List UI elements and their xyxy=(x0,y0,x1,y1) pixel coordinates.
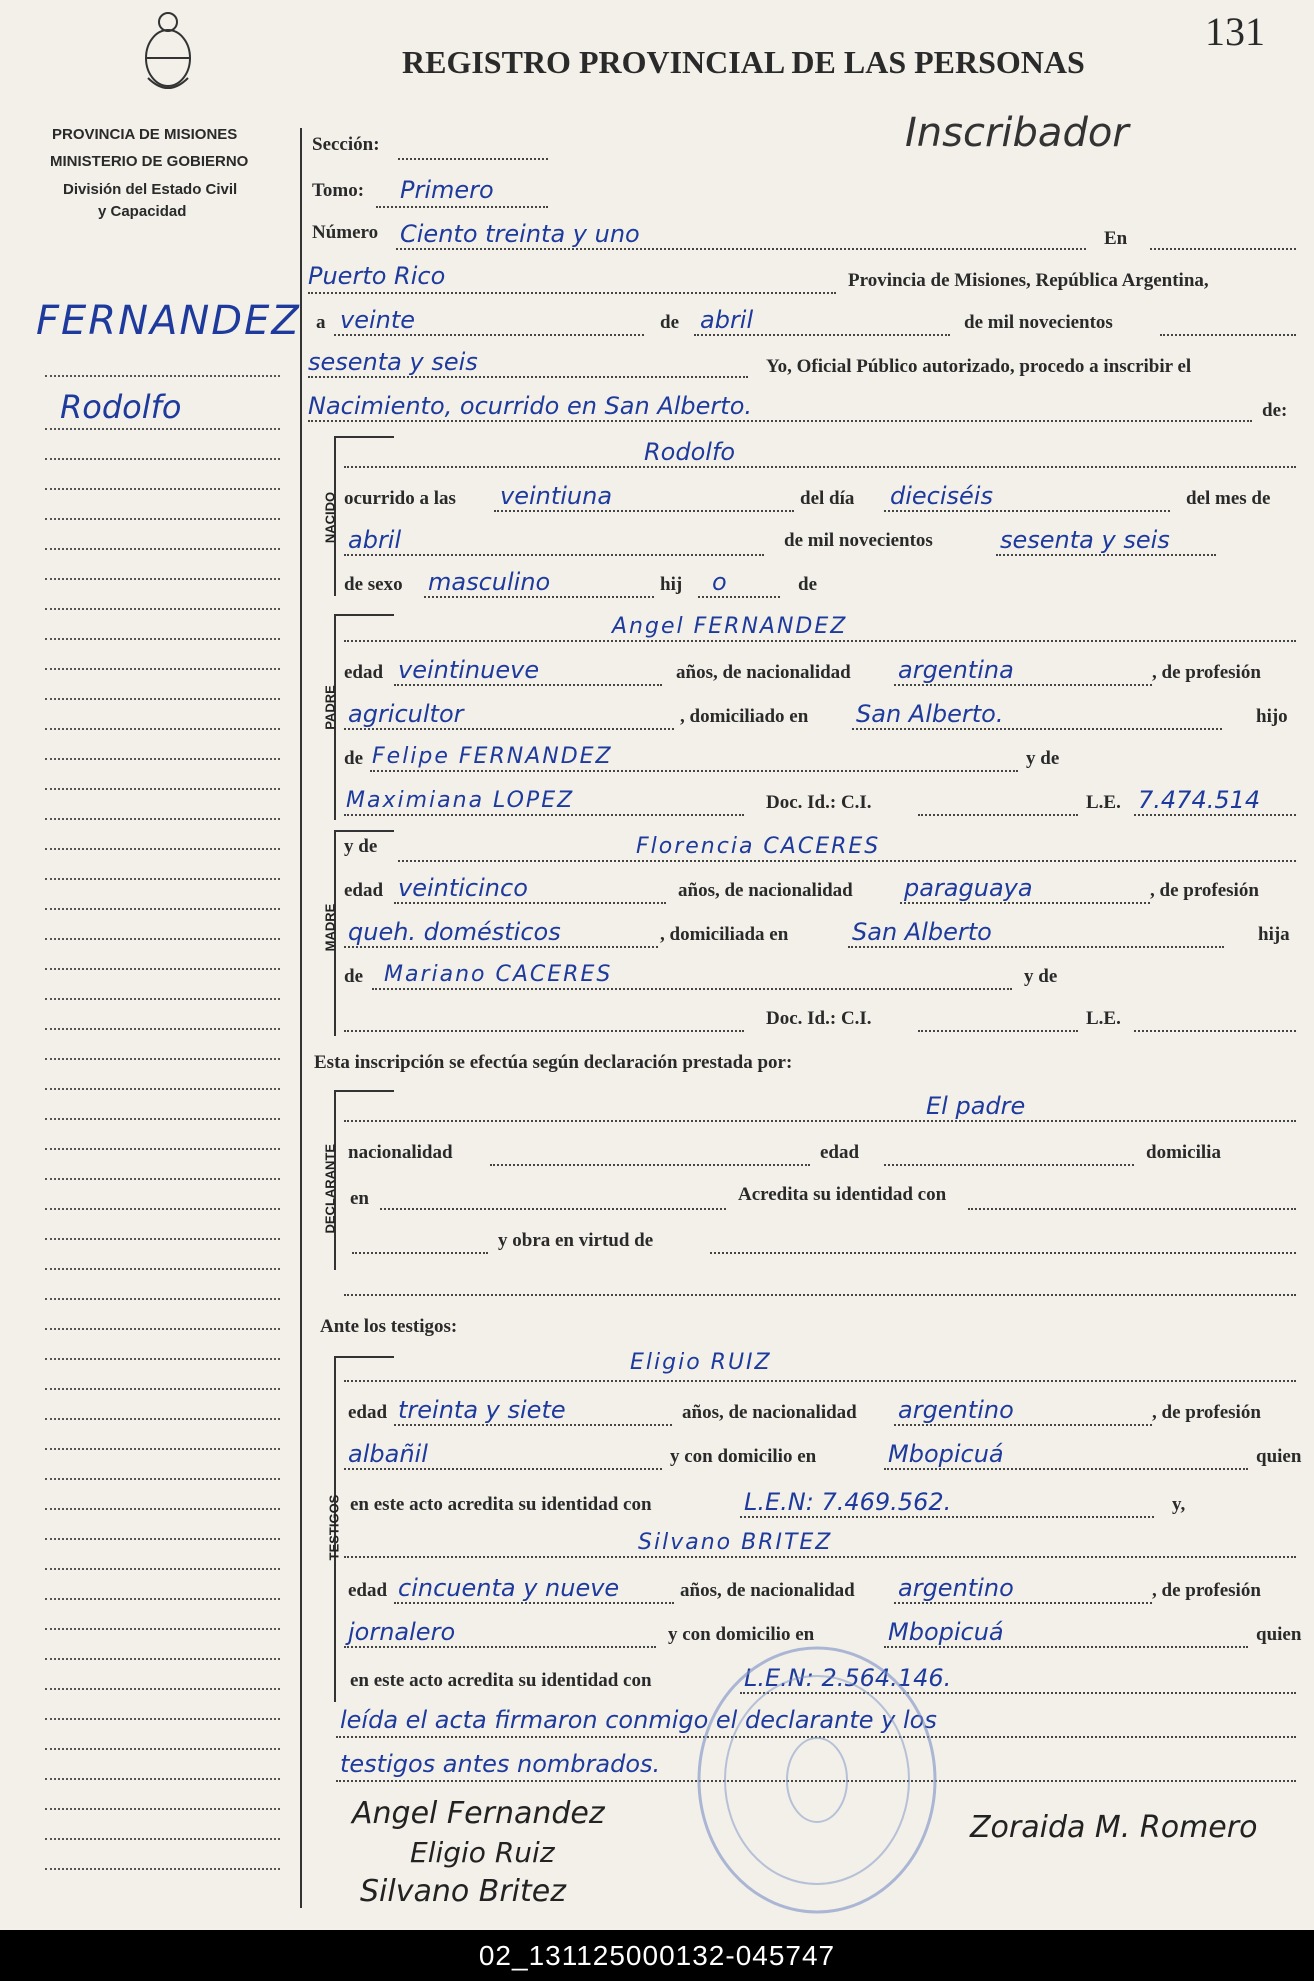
declarante-intro: Esta inscripción se efectúa según declaración prestada por: xyxy=(314,1052,793,1073)
de2-label: de: xyxy=(1262,400,1288,421)
nacido-year-value: sesenta y seis xyxy=(1000,526,1170,554)
seccion-label: Sección: xyxy=(312,134,380,155)
w2-nat-value: argentino xyxy=(898,1574,1014,1602)
w1-id-value: L.E.N: 7.469.562. xyxy=(744,1488,952,1516)
month-value: abril xyxy=(700,306,754,334)
division-label-2: y Capacidad xyxy=(98,203,187,220)
witness1-name: Eligio RUIZ xyxy=(630,1350,772,1375)
division-label: División del Estado Civil xyxy=(63,181,238,198)
oficial-label: Yo, Oficial Público autorizado, procedo a inscribir el xyxy=(766,356,1192,377)
en-label: En xyxy=(1104,228,1128,249)
declarante-section-label: DECLARANTE xyxy=(322,1143,338,1234)
w2-age-value: cincuenta y nueve xyxy=(398,1574,620,1602)
w1-nat-value: argentino xyxy=(898,1396,1014,1424)
province-label: PROVINCIA DE MISIONES xyxy=(52,126,238,143)
declarante-obra-label: y obra en virtud de xyxy=(498,1230,654,1251)
declarante-en-label: en xyxy=(350,1188,369,1209)
official-seal-icon xyxy=(692,1640,942,1920)
ocurrido-label: ocurrido a las xyxy=(344,488,456,509)
padre-domicile-value: San Alberto. xyxy=(856,700,1004,728)
w2-acredita-label: en este acto acredita su identidad con xyxy=(350,1670,652,1691)
closing-line-2: testigos antes nombrados. xyxy=(340,1750,661,1778)
madre-profession-value: queh. domésticos xyxy=(348,918,561,946)
padre-dom-label: , domiciliado en xyxy=(680,706,809,727)
footer-id-bar: 02_131125000132-045747 xyxy=(0,1930,1314,1981)
nacido-de-label: de xyxy=(798,574,817,595)
w1-dom-value: Mbopicuá xyxy=(888,1440,1004,1468)
padre-y-de-label: y de xyxy=(1026,748,1060,769)
w2-quien-label: quien xyxy=(1256,1624,1302,1645)
w1-prof-label: , de profesión xyxy=(1152,1402,1261,1423)
padre-nationality-value: argentina xyxy=(898,656,1014,684)
padre-prof-label: , de profesión xyxy=(1152,662,1261,683)
signature-official: Zoraida M. Romero xyxy=(970,1810,1258,1845)
nacido-section-label: NACIDO xyxy=(322,491,338,544)
w2-prof-value: jornalero xyxy=(348,1618,456,1646)
coat-of-arms-icon xyxy=(138,8,198,94)
mil-label: de mil novecientos xyxy=(964,312,1113,333)
w2-dom-value: Mbopicuá xyxy=(888,1618,1004,1646)
del-dia-label: del día xyxy=(800,488,855,509)
year-value: sesenta y seis xyxy=(308,348,478,376)
declarante-nac-label: nacionalidad xyxy=(348,1142,453,1163)
madre-nac-label: años, de nacionalidad xyxy=(678,880,853,901)
nacido-name: Rodolfo xyxy=(644,438,736,466)
province-label-main: Provincia de Misiones, República Argentina, xyxy=(848,270,1209,291)
ministry-label: MINISTERIO DE GOBIERNO xyxy=(50,153,249,170)
de-label: de xyxy=(660,312,679,333)
document-title: REGISTRO PROVINCIAL DE LAS PERSONAS xyxy=(402,44,1085,80)
w1-quien-label: quien xyxy=(1256,1446,1302,1467)
padre-mother-value: Maximiana LOPEZ xyxy=(346,788,575,813)
madre-y-de2-label: y de xyxy=(1024,966,1058,987)
padre-hijo-label: hijo xyxy=(1256,706,1288,727)
witness2-name: Silvano BRITEZ xyxy=(638,1530,833,1555)
padre-section-label: PADRE xyxy=(322,685,338,730)
act-value: Nacimiento, ocurrido en San Alberto. xyxy=(308,392,752,420)
declarante-edad-label: edad xyxy=(820,1142,860,1163)
w2-nac-label: años, de nacionalidad xyxy=(680,1580,855,1601)
numero-value: Ciento treinta y uno xyxy=(400,220,640,248)
signature-witness-1: Eligio Ruiz xyxy=(410,1836,555,1869)
w2-edad-label: edad xyxy=(348,1580,388,1601)
padre-edad-label: edad xyxy=(344,662,384,683)
margin-surname: FERNANDEZ xyxy=(36,298,301,344)
madre-hija-label: hija xyxy=(1258,924,1290,945)
w1-edad-label: edad xyxy=(348,1402,388,1423)
w2-dom-label: y con domicilio en xyxy=(668,1624,815,1645)
declarante-name: El padre xyxy=(926,1092,1026,1120)
signature-witness-2: Silvano Britez xyxy=(360,1874,566,1909)
sexo-label: de sexo xyxy=(344,574,403,595)
padre-doc-label: Doc. Id.: C.I. xyxy=(766,792,872,813)
page-number: 131 xyxy=(1205,9,1265,54)
madre-prof-label: , de profesión xyxy=(1150,880,1259,901)
a-label: a xyxy=(316,312,326,333)
padre-nac-label: años, de nacionalidad xyxy=(676,662,851,683)
madre-y-de-label: y de xyxy=(344,836,378,857)
closing-line-1: leída el acta firmaron conmigo el declarante y los xyxy=(340,1706,937,1734)
w1-acredita-label: en este acto acredita su identidad con xyxy=(350,1494,652,1515)
madre-nationality-value: paraguaya xyxy=(904,874,1033,902)
padre-name: Angel FERNANDEZ xyxy=(612,614,848,639)
padre-age-value: veintinueve xyxy=(398,656,540,684)
madre-de-label: de xyxy=(344,966,363,987)
padre-de-label: de xyxy=(344,748,363,769)
nacido-month-value: abril xyxy=(348,526,402,554)
padre-le-value: 7.474.514 xyxy=(1138,786,1261,814)
del-mes-label: del mes de xyxy=(1186,488,1271,509)
madre-age-value: veinticinco xyxy=(398,874,528,902)
sex-value: masculino xyxy=(428,568,551,596)
w1-y-label: y, xyxy=(1172,1494,1186,1515)
tomo-label: Tomo: xyxy=(312,180,365,201)
testigos-section-label: TESTIGOS xyxy=(326,1494,342,1561)
margin-given-name: Rodolfo xyxy=(60,388,182,426)
signature-declarante: Angel Fernandez xyxy=(352,1796,605,1831)
padre-father-value: Felipe FERNANDEZ xyxy=(372,744,613,769)
nacido-mil-label: de mil novecientos xyxy=(784,530,933,551)
madre-domicile-value: San Alberto xyxy=(852,918,992,946)
hij-label: hij xyxy=(660,574,683,595)
top-signature: Inscribador xyxy=(905,110,1129,156)
tomo-value: Primero xyxy=(400,176,494,204)
w1-nac-label: años, de nacionalidad xyxy=(682,1402,857,1423)
madre-le-label: L.E. xyxy=(1086,1008,1121,1029)
declarante-dom-label: domicilia xyxy=(1146,1142,1221,1163)
madre-dom-label: , domiciliada en xyxy=(660,924,789,945)
nacido-day-value: dieciséis xyxy=(890,482,993,510)
madre-edad-label: edad xyxy=(344,880,384,901)
w1-dom-label: y con domicilio en xyxy=(670,1446,817,1467)
numero-label: Número xyxy=(312,222,379,243)
w1-prof-value: albañil xyxy=(348,1440,428,1468)
hour-value: veintiuna xyxy=(500,482,613,510)
madre-doc-label: Doc. Id.: C.I. xyxy=(766,1008,872,1029)
madre-section-label: MADRE xyxy=(322,903,338,952)
w2-prof-label: , de profesión xyxy=(1152,1580,1261,1601)
testigos-intro: Ante los testigos: xyxy=(320,1316,458,1337)
w1-age-value: treinta y siete xyxy=(398,1396,566,1424)
padre-le-label: L.E. xyxy=(1086,792,1121,813)
day-value: veinte xyxy=(340,306,416,334)
place-value: Puerto Rico xyxy=(308,262,446,290)
madre-name: Florencia CACERES xyxy=(636,834,881,859)
declarante-acredita-label: Acredita su identidad con xyxy=(738,1184,947,1205)
w2-id-value: L.E.N: 2.564.146. xyxy=(744,1664,952,1692)
madre-father-value: Mariano CACERES xyxy=(384,962,613,987)
hij-value: o xyxy=(712,568,727,596)
padre-profession-value: agricultor xyxy=(348,700,464,728)
